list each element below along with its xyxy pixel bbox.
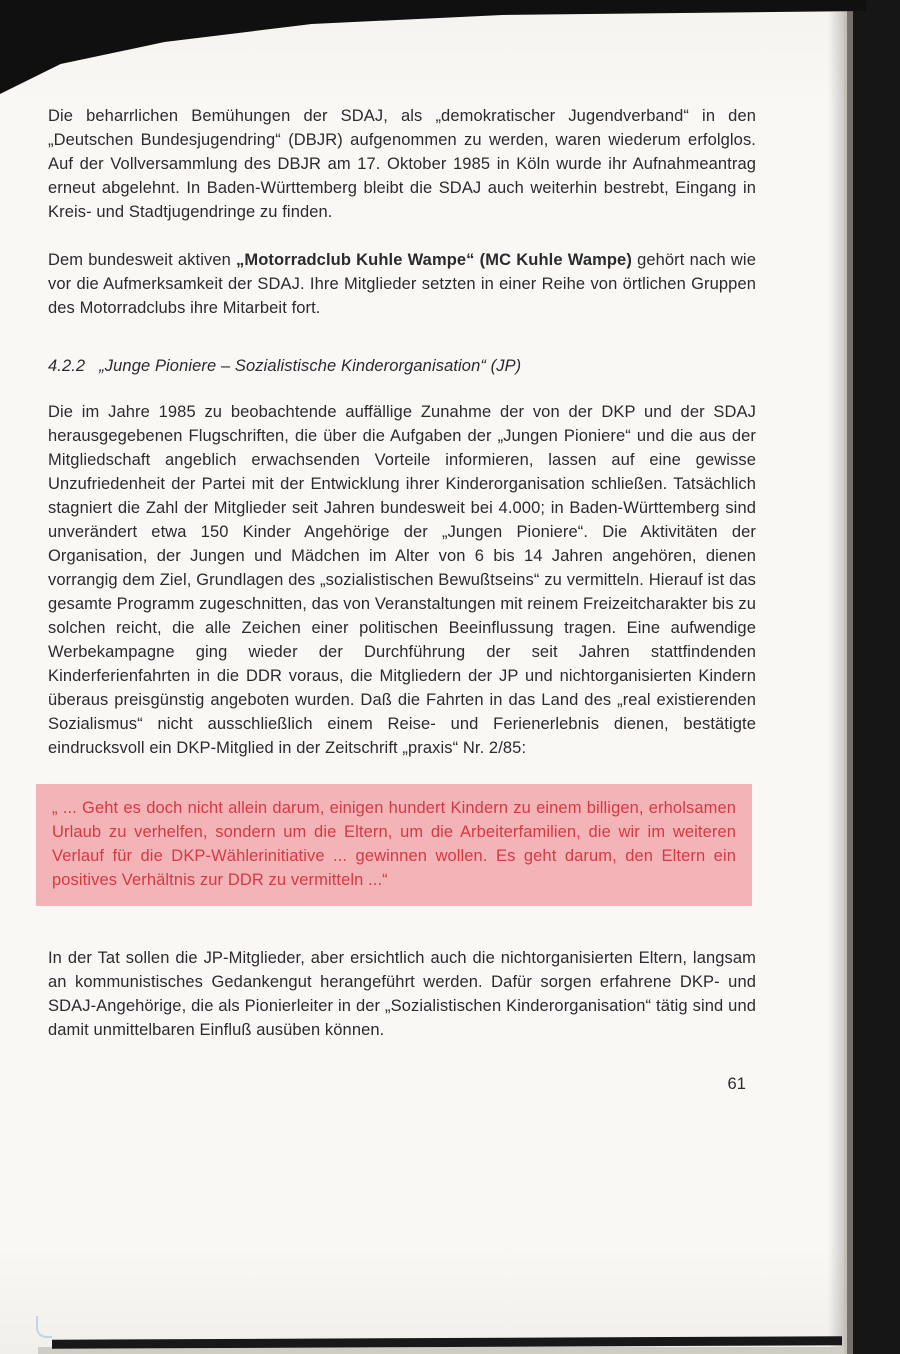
section-heading-number: 4.2.2 [48,357,86,375]
paragraph-2-suffix: gehört nach wie vor die Aufmerksamkeit der SDAJ. Ihre Mitglieder setzten in einer Reihe von örtlichen Gruppen des Motorradclubs ihre Mitarbeit fort. [48,251,756,317]
quote-text: „ ... Geht es doch nicht allein darum, einigen hundert Kindern zu einem billigen, erholsamen Urlaub zu verhelfen, sondern um die Eltern, um die Arbeiterfamilien, die wir im weiteren Verlauf für die DKP-Wählerinitiative ... gewinnen wollen. Es geht darum, den Eltern ein positives Verhältnis zur DDR zu vermitteln ...“ [52,799,736,889]
paragraph-2 [48,248,756,320]
page-content [48,104,756,1096]
book-edge-top [0,0,866,100]
page-number: 61 [727,1075,746,1093]
quote-block [36,784,752,906]
paragraph-3: Die im Jahre 1985 zu beobachtende auffällige Zunahme der von der DKP und der SDAJ herausgegebenen Flugschriften, die über die Aufgaben der „Jungen Pioniere“ und die aus der Mitgliedschaft angeblich erwachsenden Vorteile informieren, lassen auf eine gewisse Unzufriedenheit der Partei mit der Entwicklung ihrer Kinderorganisation schließen. Tatsächlich stagniert die Zahl der Mitglieder seit Jahren bundesweit bei 4.000; in Baden-Württemberg sind unverändert etwa 150 Kinder Angehörige der „Jungen Pioniere“. Die Aktivitäten der Organisation, der Jungen und Mädchen im Alter von 6 bis 14 Jahren angehören, dienen vorrangig dem Ziel, Grundlagen des „sozialistischen Bewußtseins“ zu vermitteln. Hierauf ist das gesamte Programm zugeschnitten, das von Veranstaltungen mit reinem Freizeitcharakter bis zu solchen reicht, die alle Zeichen einer politischen Beeinflussung tragen. Eine aufwendige Werbekampagne ging wieder der Durchführung der seit Jahren stattfindenden Kinderferienfahrten in die DDR voraus, die Mitgliedern der JP und nichtorganisierten Kindern überaus preisgünstig angeboten wurden. Daß die Fahrten in das Land des „real existierenden Sozialismus“ nicht ausschließlich einem Reise- und Ferienerlebnis dienen, bestätigte eindrucksvoll ein DKP-Mitglied in der Zeitschrift „praxis“ Nr. 2/85: [48,403,756,757]
paragraph-1: Die beharrlichen Bemühungen der SDAJ, als „demokratischer Jugendverband“ in den „Deutschen Bundesjugendring“ (DBJR) aufgenommen zu werden, waren wiederum erfolglos. Auf der Vollversammlung des DBJR am 17. Oktober 1985 in Köln wurde ihr Aufnahmeantrag erneut abgelehnt. In Baden-Württemberg bleibt die SDAJ auch weiterhin bestrebt, Eingang in Kreis- und Stadtjugendringe zu finden. [48,107,756,221]
book-spine-right-edge [844,0,900,1354]
section-heading-title: „Junge Pioniere – Sozialistische Kinderorganisation“ (JP) [99,357,522,375]
paragraph-4: In der Tat sollen die JP-Mitglieder, aber ersichtlich auch die nichtorganisierten Eltern, langsam an kommunistisches Gedankengut herangeführt werden. Dafür sorgen erfahrene DKP- und SDAJ-Angehörige, die als Pionierleiter in der „Sozialistischen Kinderorganisation“ tätig sind und damit unmittelbaren Einfluß ausüben können. [48,949,756,1039]
section-heading [48,354,756,378]
paragraph-2-prefix: Dem bundesweit aktiven [48,251,237,269]
page-curl-shadow [828,0,844,1354]
pen-mark [36,1316,52,1338]
paragraph-2-bold-phrase: „Motorradclub Kuhle Wampe“ (MC Kuhle Wampe) [236,251,632,269]
